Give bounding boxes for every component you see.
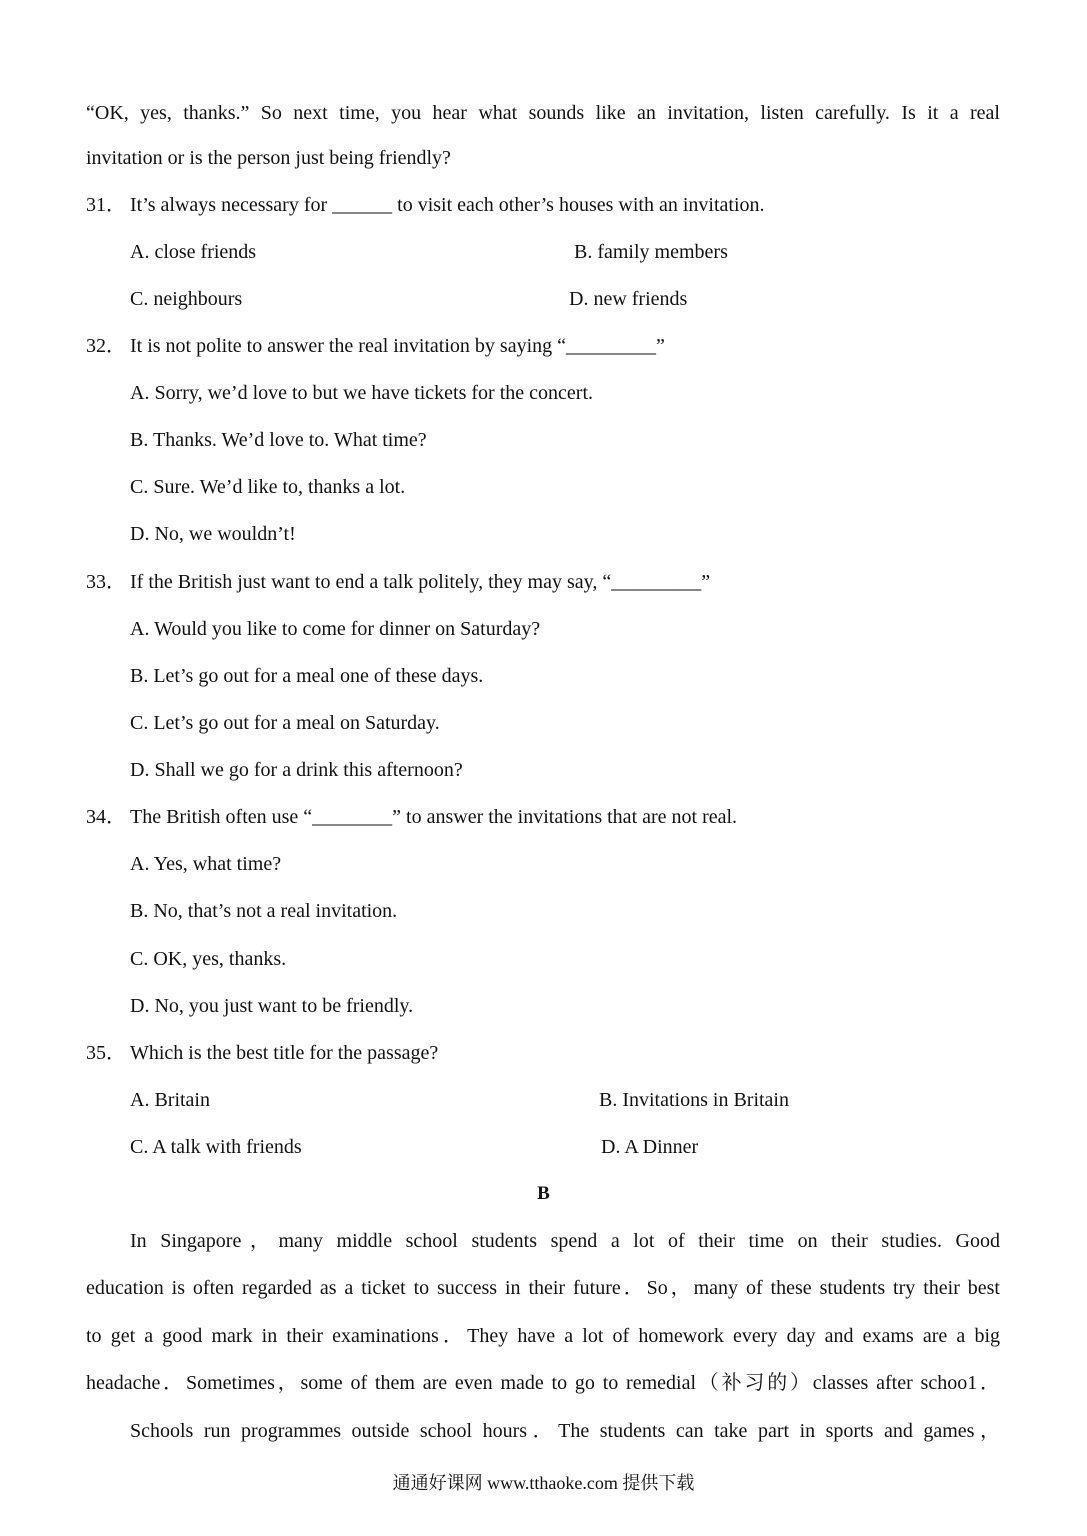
passage-b-line-2: education is often regarded as a ticket to success in their future．So，many of these students try their best (86, 1277, 1000, 1299)
passage-b-line-4: headache．Sometimes，some of them are even made to go to remedial（补习的）classes after schoo1． (86, 1372, 1000, 1394)
option-31-d: D. new friends (569, 288, 688, 310)
question-number: 34． (86, 806, 126, 828)
question-stem: The British often use “________” to answer the invitations that are not real. (130, 806, 738, 828)
page-footer: 通通好课网 www.tthaoke.com 提供下载 (392, 1473, 695, 1493)
passage-b-line-3: to get a good mark in their examinations．They have a lot of homework every day and exams are a big (86, 1325, 1000, 1347)
option-35-a: A. Britain (130, 1089, 210, 1111)
question-number: 35． (86, 1042, 126, 1064)
option-31-b: B. family members (574, 241, 728, 263)
question-number: 32． (86, 335, 126, 357)
intro-line-2: invitation or is the person just being friendly? (86, 147, 451, 169)
question-stem: Which is the best title for the passage? (130, 1042, 439, 1064)
question-31 (86, 193, 765, 217)
option-34-d: D. No, you just want to be friendly. (130, 995, 414, 1017)
option-35-d: D. A Dinner (601, 1136, 699, 1158)
option-33-b: B. Let’s go out for a meal one of these days. (130, 665, 484, 687)
question-33 (86, 570, 710, 594)
option-34-a: A. Yes, what time? (130, 853, 282, 875)
option-31-c: C. neighbours (130, 288, 243, 310)
intro-line-1: “OK, yes, thanks.” So next time, you hear what sounds like an invitation, listen carefully. Is it a real (86, 102, 1000, 124)
question-stem: If the British just want to end a talk politely, they may say, “_________” (130, 571, 711, 593)
passage-b-line-1: In Singapore，many middle school students spend a lot of their time on their studies. Good (130, 1230, 1000, 1252)
section-heading: B (537, 1183, 550, 1204)
option-32-d: D. No, we wouldn’t! (130, 523, 296, 545)
option-34-b: B. No, that’s not a real invitation. (130, 900, 398, 922)
option-35-b: B. Invitations in Britain (599, 1089, 789, 1111)
option-35-c: C. A talk with friends (130, 1136, 302, 1158)
option-34-c: C. OK, yes, thanks. (130, 948, 287, 970)
option-31-a: A. close friends (130, 241, 257, 263)
passage-b-line-5: Schools run programmes outside school hours．The students can take part in sports and games， (130, 1420, 1000, 1442)
question-32 (86, 334, 665, 358)
question-stem: It is not polite to answer the real invitation by saying “_________” (130, 335, 665, 357)
option-32-a: A. Sorry, we’d love to but we have tickets for the concert. (130, 382, 593, 404)
question-number: 33． (86, 571, 126, 593)
option-32-c: C. Sure. We’d like to, thanks a lot. (130, 476, 406, 498)
question-34 (86, 805, 737, 829)
question-number: 31． (86, 194, 126, 216)
question-stem: It’s always necessary for ______ to visit each other’s houses with an invitation. (130, 194, 765, 216)
option-33-c: C. Let’s go out for a meal on Saturday. (130, 712, 440, 734)
option-33-a: A. Would you like to come for dinner on Saturday? (130, 618, 541, 640)
option-32-b: B. Thanks. We’d love to. What time? (130, 429, 427, 451)
option-33-d: D. Shall we go for a drink this afternoon? (130, 759, 463, 781)
question-35 (86, 1041, 438, 1065)
